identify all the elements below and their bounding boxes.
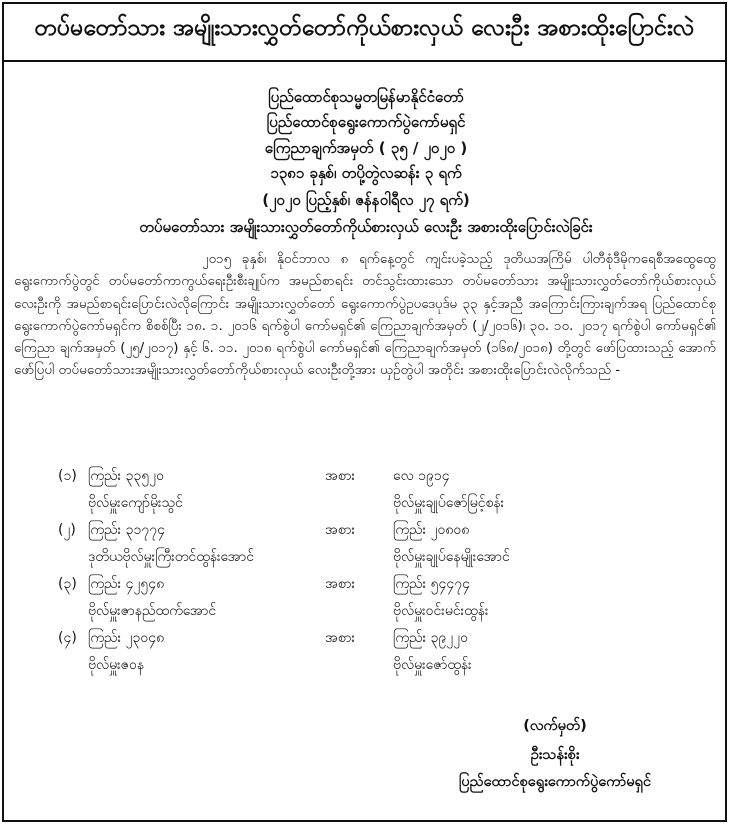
list-item: [0, 520, 732, 574]
list-item: [0, 466, 732, 520]
old-service-number: ကြည်း ၂၃၀၄၈: [88, 630, 165, 646]
country-name: ပြည်ထောင်စုသမ္မတမြန်မာနိုင်ငံတော်: [268, 88, 464, 106]
list-item: [0, 574, 732, 628]
signed-note: (လက်မှတ်): [523, 718, 587, 734]
announcement-number: ကြေညာချက်အမှတ် ( ၃၅ / ၂၀၂၀ ): [264, 139, 468, 157]
new-name: ဗိုလ်မှူးဇော်ထွန်း: [393, 657, 472, 673]
old-service-number: ကြည်း ၄၂၅၄၈: [88, 576, 165, 592]
new-service-number: ကြည်း ၂၀၈၀၈: [393, 522, 470, 538]
new-name: ဗိုလ်မှူးချုပ်ဇော်မြင့်စန်း: [393, 495, 505, 511]
item-number: (၂): [58, 522, 76, 538]
new-name: ဗိုလ်မှူးဝင်းမင်းထွန်း: [393, 603, 489, 619]
replace-label: အစား: [325, 576, 356, 592]
subject-title: တပ်မတော်သား အမျိုးသားလွှတ်တော်ကိုယ်စားလှယ် လေးဦး အစားထိုးပြောင်းလဲခြင်း: [139, 218, 593, 236]
body-paragraph: ၂၀၁၅ ခုနှစ်၊ နိုဝင်ဘာလ ၈ ရက်နေ့တွင် ကျင်းပခဲ့သည့် ဒုတိယအကြိမ် ပါတီစုံဒီမိုကရေစီအထွေထွေ ရွေးကောက်ပွဲတွင် တပ်မတော်ကာကွယ်ရေးဦးစီးချုပ်က အမည်စာရင်း တင်သွင်းထားသော တပ်မတော်သား အမျိုးသားလွှတ်တော်ကိုယ်စားလှယ် လေးဦးကို အမည်စာရင်းပြောင်းလဲလိုကြောင်း အမျိုးသားလွှတ်တော် ရွေးကောက်ပွဲဥပဒေပုဒ်မ ၃၃ နှင့်အညီ အကြောင်းကြားချက်အရ ပြည်ထောင်စုရွေးကောက်ပွဲကော်မရှင်က စိစစ်ပြီး ၁၈. ၁. ၂၀၁၆ ရက်စွဲပါ ကော်မရှင်၏ ကြေညာချက်အမှတ် (၂/၂၀၁၆)၊ ၃၀. ၁၀. ၂၀၁၇ ရက်စွဲပါ ကော်မရှင်၏ ကြေညာ ချက်အမှတ် (၂၅/၂၀၁၇) နှင့် ၆. ၁၁. ၂၀၁၈ ရက်စွဲပါ ကော်မရှင်၏ ကြေညာချက်အမှတ် (၁၆၈/၂၀၁၈) တို့တွင် ဖော်ပြထားသည့် အောက်ဖော်ပြပါ တပ်မတော်သားအမျိုးသားလွှတ်တော်ကိုယ်စားလှယ် လေးဦးတို့အား ယှဉ်တွဲပါ အတိုင်း အစားထိုးပြောင်းလဲလိုက်သည် -: [14, 252, 716, 379]
item-number: (၄): [58, 630, 77, 646]
new-service-number: လေ ၁၉၁၄: [393, 468, 450, 484]
item-number: (၃): [58, 576, 77, 592]
headline: တပ်မတော်သား အမျိုးသားလွှတ်တော်ကိုယ်စားလှယ် လေးဦး အစားထိုးပြောင်းလဲ: [2, 0, 727, 62]
old-service-number: ကြည်း ၃၁၇၇၄: [88, 522, 165, 538]
signature-block: [410, 715, 700, 805]
replace-label: အစား: [325, 630, 356, 646]
item-number: (၁): [58, 468, 77, 484]
replacement-list: [0, 466, 732, 682]
new-service-number: ကြည်း ၃၉၂၂၀: [393, 630, 468, 646]
commission-name: ပြည်ထောင်စုရွေးကောက်ပွဲကော်မရှင်: [266, 113, 466, 131]
myanmar-date: ၁၃၈၁ ခုနှစ်၊ တပို့တွဲလဆန်း ၃ ရက်: [270, 164, 462, 182]
gregorian-date: (၂၀၂၀ ပြည့်နှစ်၊ ဇန်နဝါရီလ ၂၇ ရက်): [262, 191, 470, 209]
old-name: ဒုတိယဗိုလ်မှူးကြီးတင်ထွန်းအောင်: [88, 549, 254, 565]
list-item: [0, 628, 732, 682]
old-name: ဗိုလ်မှူးဇာနည်ထက်အောင်: [88, 603, 217, 619]
replace-label: အစား: [325, 522, 356, 538]
old-name: ဗိုလ်မှူးကျော်မိုးသွင်: [88, 495, 183, 511]
new-service-number: ကြည်း ၅၄၄၇၄: [393, 576, 470, 592]
replace-label: အစား: [325, 468, 356, 484]
signatory-name: ဦးသန်းစိုး: [530, 747, 580, 763]
old-name: ဗိုလ်မှူးဇဝန: [88, 657, 145, 673]
new-name: ဗိုလ်မှူးချုပ်နေမျိုးအောင်: [393, 549, 510, 565]
old-service-number: ကြည်း ၃၃၅၂၀: [88, 468, 164, 484]
signatory-office: ပြည်ထောင်စုရွေးကောက်ပွဲကော်မရှင်: [458, 774, 652, 790]
